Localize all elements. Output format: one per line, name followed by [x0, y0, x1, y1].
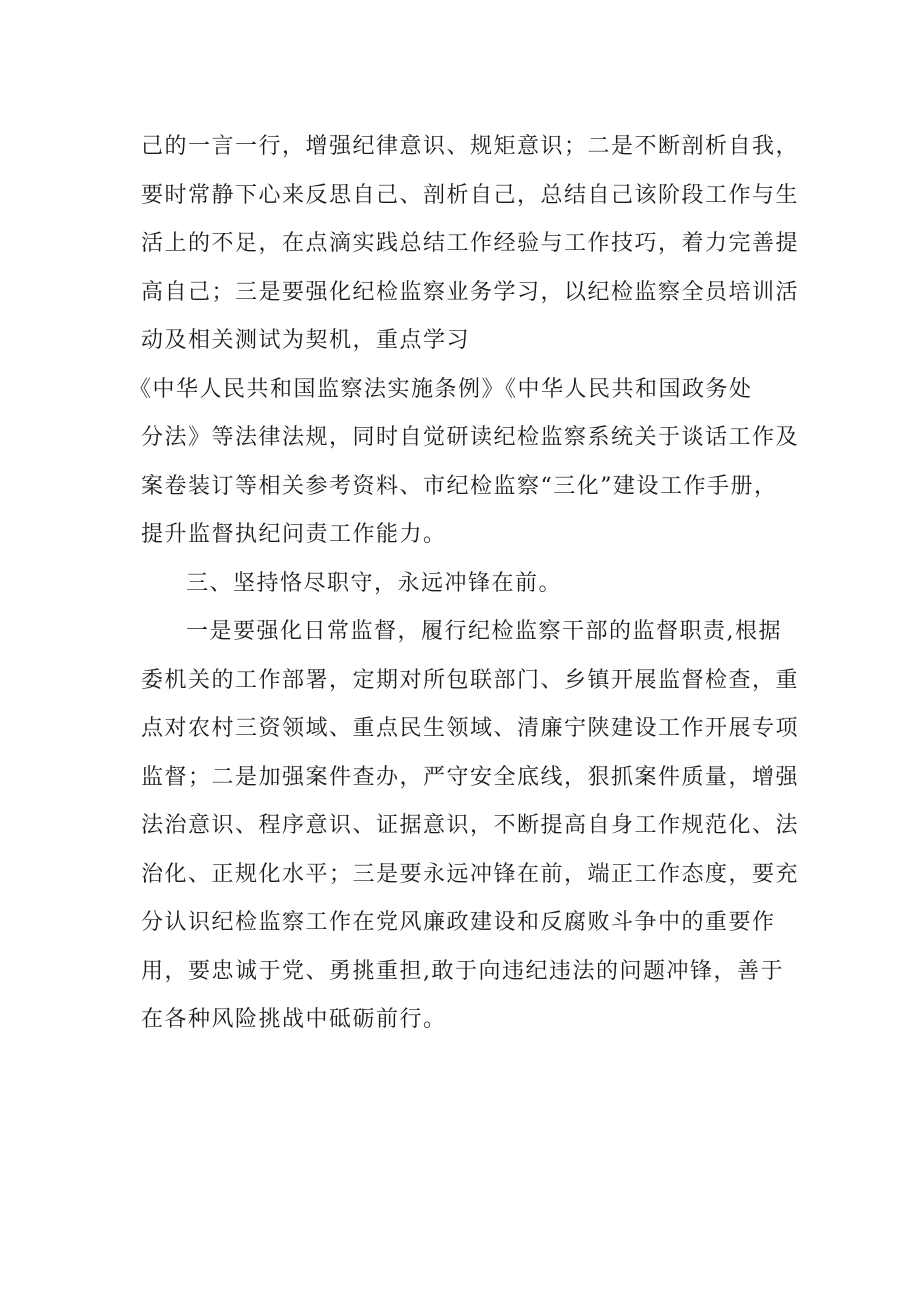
paragraph-line: 要时常静下心来反思自己、剖析自己，总结自己该阶段工作与生	[141, 182, 800, 208]
paragraph-line: 法治意识、程序意识、证据意识，不断提高自身工作规范化、法	[141, 813, 800, 838]
paragraph-line: 动及相关测试为契机，重点学习	[141, 328, 471, 353]
paragraph-line: 提升监督执纪问责工作能力。	[141, 522, 447, 547]
paragraph-line: 分认识纪检监察工作在党风廉政建设和反腐败斗争中的重要作	[141, 910, 776, 935]
paragraph-line: 《中华人民共和国监察法实施条例》《中华人民共和国政务处	[129, 376, 753, 402]
paragraph-line: 活上的不足，在点滴实践总结工作经验与工作技巧，着力完善提	[141, 231, 800, 256]
paragraph-line: 案卷装订等相关参考资料、市纪检监察“三化”建设工作手册，	[141, 473, 778, 499]
paragraph-line: 点对农村三资领域、重点民生领域、清廉宁陕建设工作开展专项	[141, 716, 800, 741]
paragraph-line: 己的一言一行，增强纪律意识、规矩意识；二是不断剖析自我，	[141, 134, 800, 159]
section-heading: 三、坚持恪尽职守，永远冲锋在前。	[186, 570, 563, 596]
paragraph-line: 分法》等法律法规，同时自觉研读纪检监察系统关于谈话工作及	[141, 425, 800, 450]
paragraph-line: 高自己；三是要强化纪检监察业务学习，以纪检监察全员培训活	[141, 279, 800, 305]
paragraph-line: 监督；二是加强案件查办，严守安全底线，狠抓案件质量，增强	[141, 764, 800, 790]
paragraph-line: 用，要忠诚于党、勇挑重担,敢于向违纪违法的问题冲锋，善于	[141, 958, 784, 984]
body-text	[129, 123, 800, 1045]
paragraph-line: 在各种风险挑战中砥砺前行。	[141, 1007, 447, 1032]
paragraph-line: 一是要强化日常监督，履行纪检监察干部的监督职责,根据	[186, 619, 782, 644]
paragraph-line: 委机关的工作部署，定期对所包联部门、乡镇开展监督检查，重	[141, 667, 800, 693]
paragraph-line: 治化、正规化水平；三是要永远冲锋在前，端正工作态度，要充	[141, 861, 800, 887]
